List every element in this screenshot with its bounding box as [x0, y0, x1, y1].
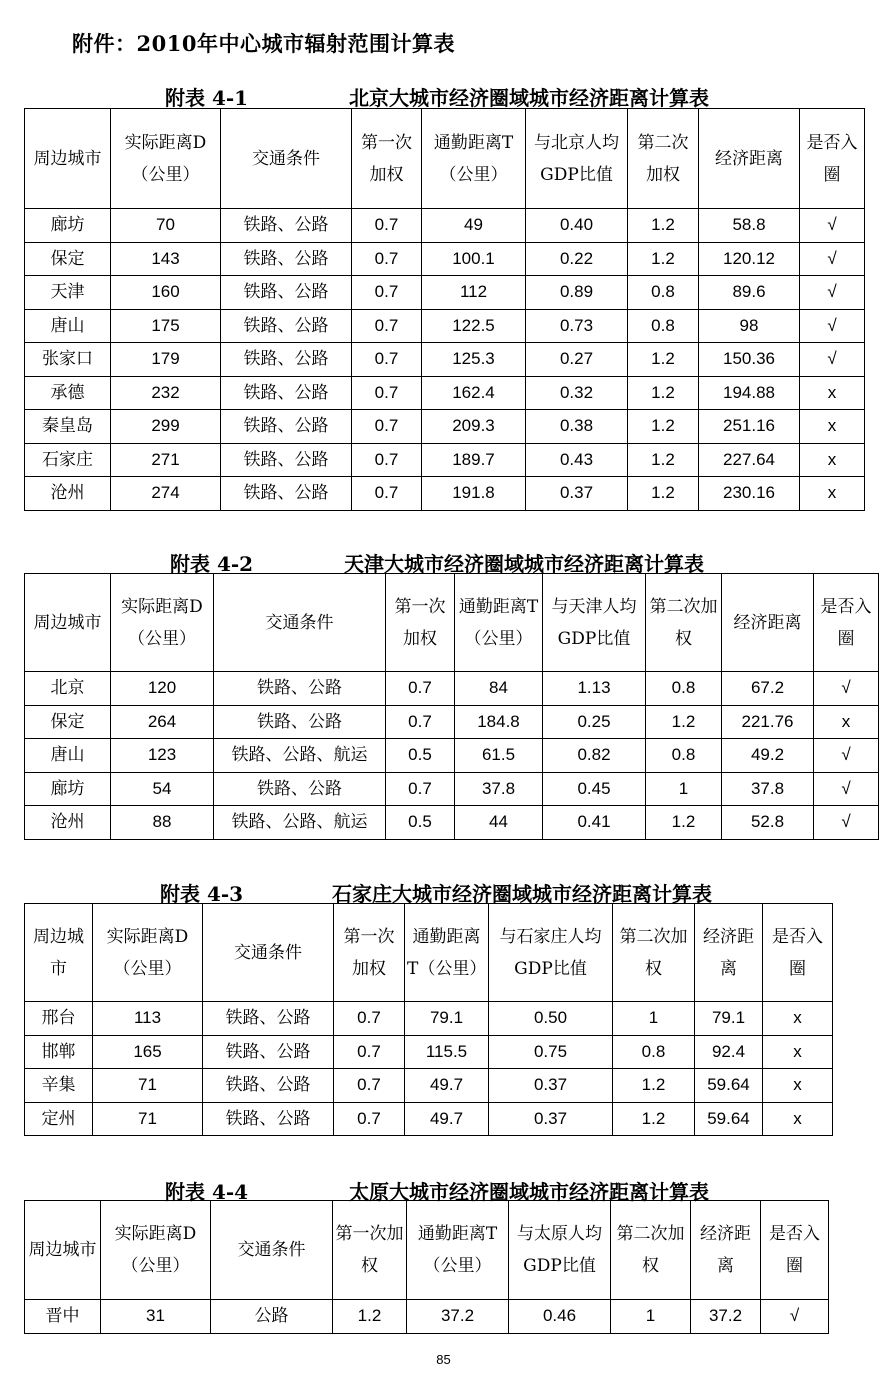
table-cell: 0.7	[334, 1102, 405, 1136]
table-cell: 1	[611, 1300, 691, 1334]
header-cell: 实际距离D（公里）	[111, 574, 214, 672]
table-cell: 铁路、公路	[221, 343, 352, 377]
header-cell: 通勤距离T（公里）	[422, 109, 526, 209]
table-cell: 125.3	[422, 343, 526, 377]
table-cell: 0.8	[628, 309, 699, 343]
table-row	[25, 739, 879, 773]
table-cell: 1.2	[628, 209, 699, 243]
table-cell: 铁路、公路	[221, 209, 352, 243]
table-cell: x	[763, 1035, 833, 1069]
table-cell: 0.37	[526, 477, 628, 511]
table-cell: 铁路、公路	[203, 1002, 334, 1036]
table-cell: 88	[111, 806, 214, 840]
table-cell: 230.16	[699, 477, 800, 511]
table-cell: 59.64	[695, 1069, 763, 1103]
header-cell: 通勤距离T（公里）	[455, 574, 543, 672]
header-cell: 周边城市	[25, 1201, 101, 1300]
city-cell: 北京	[25, 672, 111, 706]
table-cell: 1.2	[613, 1069, 695, 1103]
table-cell: x	[800, 376, 865, 410]
city-cell: 承德	[25, 376, 111, 410]
table-cell: 52.8	[722, 806, 814, 840]
table-row	[25, 410, 865, 444]
table-cell: 98	[699, 309, 800, 343]
header-cell: 第二次加权	[628, 109, 699, 209]
table-cell: 58.8	[699, 209, 800, 243]
city-cell: 沧州	[25, 477, 111, 511]
table-row	[25, 343, 865, 377]
table-cell: 0.8	[646, 672, 722, 706]
table-cell: 0.7	[334, 1069, 405, 1103]
city-cell: 廊坊	[25, 209, 111, 243]
table-cell: 0.7	[386, 705, 455, 739]
table-cell: 铁路、公路	[221, 443, 352, 477]
table-cell: x	[800, 477, 865, 511]
table-cell: 1.2	[613, 1102, 695, 1136]
table-cell: 0.37	[489, 1069, 613, 1103]
table-cell: 221.76	[722, 705, 814, 739]
table-cell: 92.4	[695, 1035, 763, 1069]
table-row	[25, 276, 865, 310]
header-cell: 经济距离	[695, 904, 763, 1002]
header-cell: 经济距离	[699, 109, 800, 209]
table-title: 石家庄大城市经济圈域城市经济距离计算表	[332, 882, 712, 906]
table-cell: 113	[93, 1002, 203, 1036]
data-table	[24, 573, 879, 840]
table-cell: 89.6	[699, 276, 800, 310]
table-cell: 120.12	[699, 242, 800, 276]
table-cell: 209.3	[422, 410, 526, 444]
table-cell: 0.75	[489, 1035, 613, 1069]
table-cell: 0.7	[352, 443, 422, 477]
table-row	[25, 477, 865, 511]
table-cell: 铁路、公路	[214, 672, 386, 706]
table-cell: 0.7	[386, 772, 455, 806]
table-cell: √	[814, 806, 879, 840]
table-cell: √	[814, 739, 879, 773]
table-cell: 1.2	[628, 477, 699, 511]
table-cell: 铁路、公路	[214, 772, 386, 806]
city-cell: 廊坊	[25, 772, 111, 806]
header-cell: 经济距离	[691, 1201, 761, 1300]
table-cell: 铁路、公路	[203, 1069, 334, 1103]
table-cell: 0.25	[543, 705, 646, 739]
table-cell: √	[761, 1300, 829, 1334]
table-cell: 0.7	[352, 477, 422, 511]
table-cell: 1.2	[333, 1300, 407, 1334]
table-cell: 189.7	[422, 443, 526, 477]
header-cell: 实际距离D（公里）	[101, 1201, 211, 1300]
table-row	[25, 309, 865, 343]
table-label: 附表 4-2	[170, 552, 254, 576]
table-cell: √	[800, 276, 865, 310]
table-cell: 0.7	[334, 1002, 405, 1036]
table-cell: 54	[111, 772, 214, 806]
table-cell: 铁路、公路、航运	[214, 806, 386, 840]
table-cell: 铁路、公路	[203, 1035, 334, 1069]
header-cell: 是否入圈	[814, 574, 879, 672]
table-cell: 227.64	[699, 443, 800, 477]
table-cell: 0.50	[489, 1002, 613, 1036]
table-row	[25, 772, 879, 806]
city-cell: 天津	[25, 276, 111, 310]
table-cell: 112	[422, 276, 526, 310]
table-cell: 179	[111, 343, 221, 377]
header-cell: 周边城市	[25, 574, 111, 672]
header-cell: 第一次加权	[386, 574, 455, 672]
table-cell: √	[800, 242, 865, 276]
table-cell: 0.37	[489, 1102, 613, 1136]
table-cell: 31	[101, 1300, 211, 1334]
table-cell: 0.82	[543, 739, 646, 773]
table-label: 附表 4-4	[165, 1180, 249, 1204]
table-cell: 274	[111, 477, 221, 511]
table-cell: 铁路、公路	[221, 376, 352, 410]
table-row	[25, 443, 865, 477]
table-cell: 1.2	[628, 410, 699, 444]
table-title: 天津大城市经济圈域城市经济距离计算表	[344, 552, 704, 576]
table-cell: 49.7	[405, 1069, 489, 1103]
header-cell: 通勤距离T（公里）	[405, 904, 489, 1002]
table-cell: x	[763, 1002, 833, 1036]
table-cell: 299	[111, 410, 221, 444]
table-cell: 143	[111, 242, 221, 276]
table-cell: 铁路、公路	[221, 477, 352, 511]
city-cell: 沧州	[25, 806, 111, 840]
table-cell: 0.41	[543, 806, 646, 840]
table-row	[25, 242, 865, 276]
header-cell: 与天津人均GDP比值	[543, 574, 646, 672]
header-cell: 通勤距离T（公里）	[407, 1201, 509, 1300]
table-cell: 37.2	[691, 1300, 761, 1334]
table-row	[25, 705, 879, 739]
header-cell: 实际距离D（公里）	[93, 904, 203, 1002]
table-row	[25, 1300, 829, 1334]
table-cell: 49	[422, 209, 526, 243]
table-cell: 1.2	[646, 705, 722, 739]
data-table	[24, 1200, 829, 1334]
table-row	[25, 1069, 833, 1103]
table-cell: √	[814, 772, 879, 806]
table-caption	[170, 548, 790, 574]
table-row	[25, 209, 865, 243]
table-row	[25, 806, 879, 840]
table-cell: 0.7	[334, 1035, 405, 1069]
table-cell: 铁路、公路	[221, 242, 352, 276]
table-cell: 0.73	[526, 309, 628, 343]
city-cell: 晋中	[25, 1300, 101, 1334]
table-cell: √	[800, 209, 865, 243]
table-cell: 79.1	[405, 1002, 489, 1036]
table-cell: 1.2	[628, 443, 699, 477]
header-cell: 周边城市	[25, 904, 93, 1002]
table-cell: 37.8	[722, 772, 814, 806]
table-cell: 0.5	[386, 806, 455, 840]
table-cell: 194.88	[699, 376, 800, 410]
table-cell: 79.1	[695, 1002, 763, 1036]
data-table	[24, 903, 833, 1136]
table-caption	[165, 82, 785, 108]
data-table	[24, 108, 865, 511]
table-cell: 1.2	[646, 806, 722, 840]
city-cell: 石家庄	[25, 443, 111, 477]
table-cell: 铁路、公路	[203, 1102, 334, 1136]
header-cell: 经济距离	[722, 574, 814, 672]
header-cell: 交通条件	[211, 1201, 333, 1300]
table-cell: 115.5	[405, 1035, 489, 1069]
city-cell: 张家口	[25, 343, 111, 377]
table-title: 太原大城市经济圈域城市经济距离计算表	[349, 1180, 709, 1204]
table-cell: 0.7	[352, 376, 422, 410]
table-cell: 1	[613, 1002, 695, 1036]
table-cell: 0.40	[526, 209, 628, 243]
table-cell: 120	[111, 672, 214, 706]
table-cell: x	[800, 410, 865, 444]
header-cell: 周边城市	[25, 109, 111, 209]
table-cell: 59.64	[695, 1102, 763, 1136]
table-cell: 铁路、公路、航运	[214, 739, 386, 773]
city-cell: 定州	[25, 1102, 93, 1136]
table-cell: 0.45	[543, 772, 646, 806]
table-cell: 175	[111, 309, 221, 343]
table-cell: 0.89	[526, 276, 628, 310]
table-cell: 264	[111, 705, 214, 739]
table-cell: 0.38	[526, 410, 628, 444]
table-cell: 160	[111, 276, 221, 310]
table-cell: 67.2	[722, 672, 814, 706]
header-cell: 交通条件	[221, 109, 352, 209]
table-cell: x	[763, 1102, 833, 1136]
header-cell: 第二次加权	[613, 904, 695, 1002]
table-cell: 1.2	[628, 343, 699, 377]
table-cell: x	[763, 1069, 833, 1103]
header-cell: 交通条件	[214, 574, 386, 672]
header-cell: 是否入圈	[761, 1201, 829, 1300]
table-cell: 0.7	[352, 209, 422, 243]
city-cell: 保定	[25, 705, 111, 739]
table-cell: x	[800, 443, 865, 477]
table-caption	[160, 878, 780, 904]
table-cell: 61.5	[455, 739, 543, 773]
table-cell: 84	[455, 672, 543, 706]
table-row	[25, 1102, 833, 1136]
city-cell: 辛集	[25, 1069, 93, 1103]
table-cell: 0.5	[386, 739, 455, 773]
table-cell: 0.7	[352, 309, 422, 343]
city-cell: 唐山	[25, 739, 111, 773]
table-cell: 71	[93, 1102, 203, 1136]
table-cell: 251.16	[699, 410, 800, 444]
table-cell: 162.4	[422, 376, 526, 410]
table-cell: 191.8	[422, 477, 526, 511]
header-cell: 是否入圈	[763, 904, 833, 1002]
table-cell: √	[814, 672, 879, 706]
table-cell: x	[814, 705, 879, 739]
table-cell: 公路	[211, 1300, 333, 1334]
table-cell: 铁路、公路	[221, 309, 352, 343]
header-cell: 第二次加权	[611, 1201, 691, 1300]
table-cell: 71	[93, 1069, 203, 1103]
header-cell: 第二次加权	[646, 574, 722, 672]
header-cell: 实际距离D（公里）	[111, 109, 221, 209]
table-cell: 1.13	[543, 672, 646, 706]
city-cell: 保定	[25, 242, 111, 276]
header-cell: 第一次加权	[333, 1201, 407, 1300]
table-cell: 0.8	[646, 739, 722, 773]
header-cell: 是否入圈	[800, 109, 865, 209]
table-row	[25, 1035, 833, 1069]
table-cell: 271	[111, 443, 221, 477]
city-cell: 邢台	[25, 1002, 93, 1036]
table-cell: 184.8	[455, 705, 543, 739]
table-cell: 0.7	[386, 672, 455, 706]
table-title: 北京大城市经济圈域城市经济距离计算表	[349, 86, 709, 110]
table-cell: 232	[111, 376, 221, 410]
table-label: 附表 4-1	[165, 86, 249, 110]
city-cell: 唐山	[25, 309, 111, 343]
table-cell: 0.7	[352, 276, 422, 310]
table-cell: 0.27	[526, 343, 628, 377]
header-cell: 第一次加权	[334, 904, 405, 1002]
table-cell: 铁路、公路	[221, 410, 352, 444]
header-cell: 与北京人均GDP比值	[526, 109, 628, 209]
table-cell: 49.7	[405, 1102, 489, 1136]
table-cell: 1.2	[628, 376, 699, 410]
table-cell: 铁路、公路	[221, 276, 352, 310]
table-cell: 123	[111, 739, 214, 773]
table-row	[25, 672, 879, 706]
table-cell: 70	[111, 209, 221, 243]
table-cell: 165	[93, 1035, 203, 1069]
table-cell: 0.7	[352, 410, 422, 444]
table-cell: √	[800, 309, 865, 343]
table-row	[25, 376, 865, 410]
header-cell: 交通条件	[203, 904, 334, 1002]
page-number: 85	[436, 1352, 451, 1367]
table-cell: 122.5	[422, 309, 526, 343]
table-cell: 1	[646, 772, 722, 806]
city-cell: 秦皇岛	[25, 410, 111, 444]
table-cell: 37.8	[455, 772, 543, 806]
table-cell: 0.43	[526, 443, 628, 477]
table-cell: 1.2	[628, 242, 699, 276]
table-cell: 铁路、公路	[214, 705, 386, 739]
city-cell: 邯郸	[25, 1035, 93, 1069]
table-cell: 0.32	[526, 376, 628, 410]
table-cell: 0.8	[628, 276, 699, 310]
table-cell: 49.2	[722, 739, 814, 773]
table-cell: 0.7	[352, 242, 422, 276]
document-title: 附件：2010年中心城市辐射范围计算表	[72, 31, 455, 56]
table-cell: 100.1	[422, 242, 526, 276]
table-cell: 150.36	[699, 343, 800, 377]
table-cell: 0.7	[352, 343, 422, 377]
table-row	[25, 1002, 833, 1036]
table-cell: 0.22	[526, 242, 628, 276]
table-cell: 0.8	[613, 1035, 695, 1069]
table-cell: 0.46	[509, 1300, 611, 1334]
table-label: 附表 4-3	[160, 882, 244, 906]
table-cell: 37.2	[407, 1300, 509, 1334]
header-cell: 与太原人均GDP比值	[509, 1201, 611, 1300]
table-cell: √	[800, 343, 865, 377]
header-cell: 与石家庄人均GDP比值	[489, 904, 613, 1002]
header-cell: 第一次加权	[352, 109, 422, 209]
table-cell: 44	[455, 806, 543, 840]
table-caption	[165, 1176, 785, 1202]
